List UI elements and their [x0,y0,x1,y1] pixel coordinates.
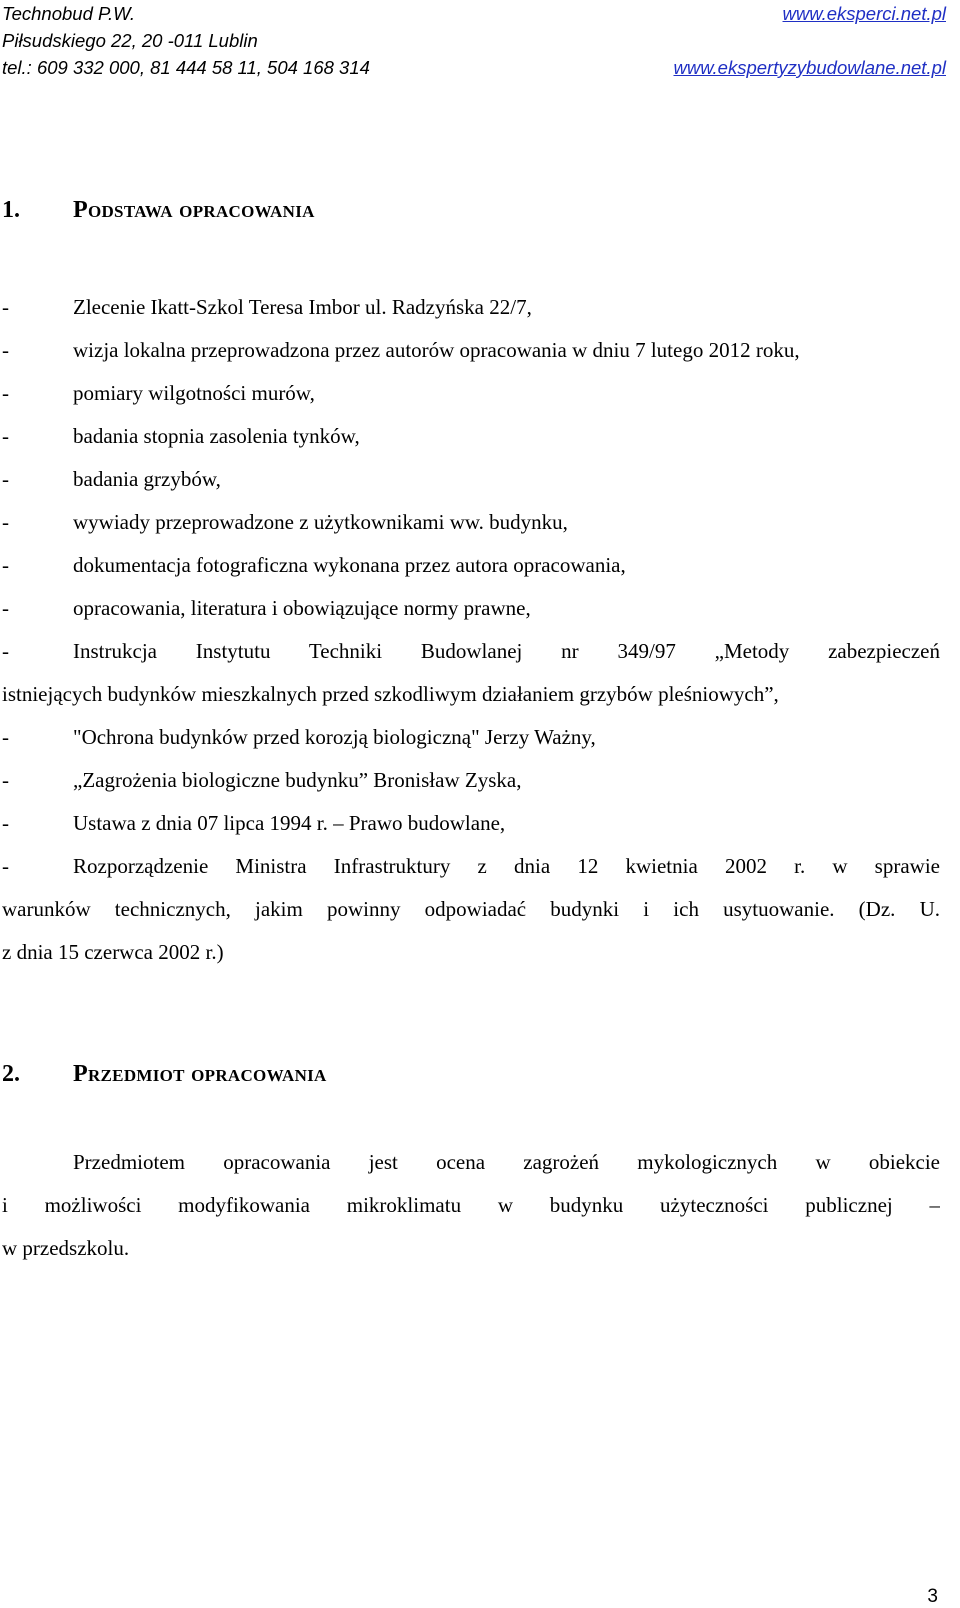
list-item [2,286,940,329]
list-dash: - [2,811,9,835]
page-header [2,0,946,81]
list-dash: - [2,768,9,792]
section-2-title: Przedmiot opracowania [73,1061,327,1087]
list-item [2,415,940,458]
list-item [2,544,940,587]
list-item-text: badania stopnia zasolenia tynków, [73,424,360,448]
list-item-text: opracowania, literatura i obowiązujące normy prawne, [73,596,531,620]
list-item-text: "Ochrona budynków przed korozją biologiczną" Jerzy Ważny, [73,725,596,749]
section-2-paragraph [2,1141,940,1270]
list-dash: - [2,381,9,405]
list-item [2,329,940,372]
section-2-heading [2,1061,327,1088]
list-item-text: Instrukcja Instytutu Techniki Budowlanej nr 349/97 „Metody zabezpieczeń [73,639,940,663]
list-item-continuation: z dnia 15 czerwca 2002 r.) [2,940,224,964]
list-item [2,587,940,630]
section-1-title: Podstawa opracowania [73,197,315,223]
list-item-text: Rozporządzenie Ministra Infrastruktury z dnia 12 kwietnia 2002 r. w sprawie [73,854,940,878]
list-item-text: dokumentacja fotograficzna wykonana przez autora opracowania, [73,553,626,577]
paragraph-line: i możliwości modyfikowania mikroklimatu w budynku użyteczności publicznej – [2,1193,940,1217]
list-dash: - [2,295,9,319]
section-2-number: 2. [2,1061,20,1087]
list-item-text: wywiady przeprowadzone z użytkownikami ww. budynku, [73,510,568,534]
header-row-3 [2,54,946,81]
section-1-heading [2,197,315,224]
list-dash: - [2,725,9,749]
list-item [2,630,940,673]
list-item-continuation: istniejących budynków mieszkalnych przed szkodliwym działaniem grzybów pleśniowych”, [2,682,779,706]
company-phones: tel.: 609 332 000, 81 444 58 11, 504 168 314 [2,57,370,78]
list-item-continuation: warunków technicznych, jakim powinny odpowiadać budynki i ich usytuowanie. (Dz. U. [2,897,940,921]
list-item [2,759,940,802]
list-item [2,845,940,888]
list-item [2,802,940,845]
list-item-text: Zlecenie Ikatt-Szkol Teresa Imbor ul. Radzyńska 22/7, [73,295,532,319]
company-address: Piłsudskiego 22, 20 -011 Lublin [2,30,258,51]
list-dash: - [2,467,9,491]
list-dash: - [2,596,9,620]
list-item-text: wizja lokalna przeprowadzona przez autorów opracowania w dniu 7 lutego 2012 roku, [73,338,800,362]
page-number: 3 [927,1586,938,1607]
list-item [2,458,940,501]
list-dash: - [2,424,9,448]
list-item [2,372,940,415]
header-row-1 [2,0,946,27]
section-1-list [2,286,940,974]
list-item [2,501,940,544]
list-dash: - [2,510,9,534]
list-item-text: pomiary wilgotności murów, [73,381,315,405]
website-link-2[interactable]: www.ekspertyzybudowlane.net.pl [673,57,946,78]
list-item-text: „Zagrożenia biologiczne budynku” Bronisław Zyska, [73,768,522,792]
company-name: Technobud P.W. [2,3,136,24]
website-link-1[interactable]: www.eksperci.net.pl [782,3,946,24]
section-1-number: 1. [2,197,20,223]
paragraph-line: Przedmiotem opracowania jest ocena zagrożeń mykologicznych w obiekcie [73,1150,940,1174]
list-dash: - [2,854,9,878]
list-dash: - [2,553,9,577]
list-dash: - [2,639,9,663]
list-item [2,716,940,759]
list-item-text: Ustawa z dnia 07 lipca 1994 r. – Prawo budowlane, [73,811,506,835]
list-item-text: badania grzybów, [73,467,221,491]
list-dash: - [2,338,9,362]
paragraph-line: w przedszkolu. [2,1236,130,1260]
header-row-2 [2,27,946,54]
